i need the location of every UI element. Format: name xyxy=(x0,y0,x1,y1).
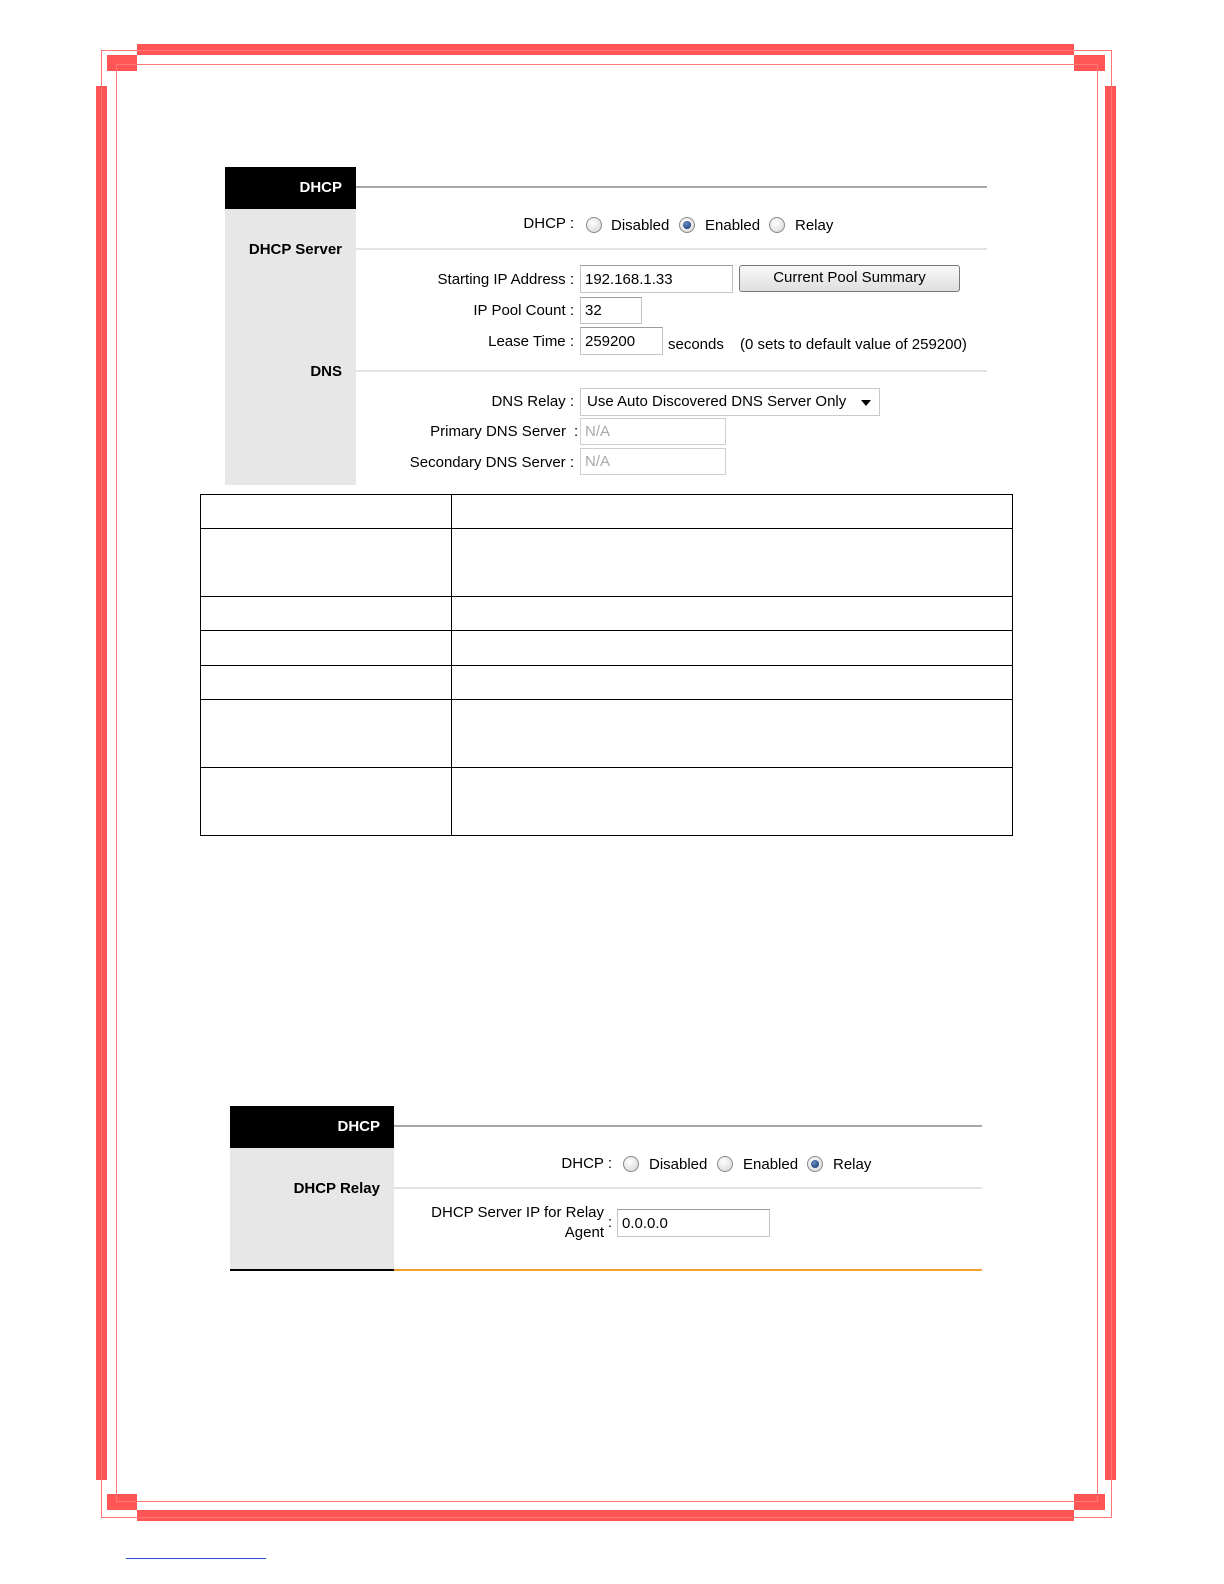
dns-relay-value: Use Auto Discovered DNS Server Only xyxy=(587,393,847,410)
radio-relay[interactable] xyxy=(769,217,785,233)
table-cell xyxy=(201,597,452,631)
radio-enabled-2[interactable] xyxy=(717,1156,733,1172)
chevron-down-icon xyxy=(861,400,871,406)
table-row xyxy=(201,529,1013,597)
description-table xyxy=(200,494,1013,836)
lease-note: (0 sets to default value of 259200) xyxy=(740,336,967,353)
table-cell xyxy=(201,666,452,700)
panel1-header-rule xyxy=(356,186,987,188)
radio-relay-label-2: Relay xyxy=(833,1156,872,1173)
pool-count-label: IP Pool Count : xyxy=(473,302,574,319)
table-cell xyxy=(452,495,1013,529)
lease-time-label: Lease Time : xyxy=(488,333,574,350)
table-cell xyxy=(201,700,452,768)
starting-ip-label: Starting IP Address : xyxy=(437,271,574,288)
primary-dns-colon: : xyxy=(574,423,579,440)
table-cell xyxy=(201,768,452,836)
dns-relay-select[interactable] xyxy=(580,388,880,416)
radio-disabled[interactable] xyxy=(586,217,602,233)
relay-ip-label-line1: DHCP Server IP for Relay xyxy=(431,1204,604,1221)
table-cell xyxy=(452,631,1013,666)
table-cell xyxy=(452,768,1013,836)
table-cell xyxy=(201,631,452,666)
table-cell xyxy=(201,529,452,597)
table-row xyxy=(201,495,1013,529)
panel2-header: DHCP xyxy=(230,1106,394,1148)
dhcp-server-divider xyxy=(356,248,987,250)
panel1-sidebar xyxy=(225,167,356,485)
radio-disabled-label-2: Disabled xyxy=(649,1156,708,1173)
table-cell xyxy=(452,529,1013,597)
panel2-bottom-rule-orange xyxy=(394,1269,982,1271)
table-row xyxy=(201,666,1013,700)
dhcp-mode-label: DHCP : xyxy=(523,215,574,232)
current-pool-summary-button[interactable]: Current Pool Summary xyxy=(739,265,960,292)
dhcp-mode-label-2: DHCP : xyxy=(561,1155,612,1172)
dns-relay-label: DNS Relay : xyxy=(491,393,574,410)
radio-enabled-label: Enabled xyxy=(705,217,761,234)
footer-link-underline xyxy=(126,1558,266,1559)
lease-time-input[interactable] xyxy=(580,327,663,355)
secondary-dns-label: Secondary DNS Server : xyxy=(409,454,574,471)
table-cell xyxy=(452,597,1013,631)
table-row xyxy=(201,597,1013,631)
radio-enabled-label-2: Enabled xyxy=(743,1156,799,1173)
table-row xyxy=(201,631,1013,666)
table-row xyxy=(201,768,1013,836)
panel2-bottom-rule-black xyxy=(230,1269,394,1271)
section-dns: DNS xyxy=(310,363,342,380)
pool-count-input[interactable] xyxy=(580,297,642,324)
relay-ip-colon: : xyxy=(608,1214,613,1231)
radio-relay-label: Relay xyxy=(795,217,834,234)
panel2-header-rule xyxy=(394,1125,982,1127)
radio-relay-2[interactable] xyxy=(807,1156,823,1172)
relay-ip-input[interactable] xyxy=(617,1209,770,1237)
primary-dns-input[interactable] xyxy=(580,418,726,445)
starting-ip-input[interactable] xyxy=(580,265,733,293)
panel1-header: DHCP xyxy=(225,167,356,209)
section-dhcp-server: DHCP Server xyxy=(248,241,342,258)
secondary-dns-input[interactable] xyxy=(580,448,726,475)
radio-disabled-2[interactable] xyxy=(623,1156,639,1172)
table-cell xyxy=(201,495,452,529)
relay-divider xyxy=(394,1187,982,1189)
table-row xyxy=(201,700,1013,768)
radio-disabled-label: Disabled xyxy=(611,217,670,234)
relay-ip-label-line2: Agent xyxy=(564,1224,604,1241)
table-cell xyxy=(452,666,1013,700)
radio-enabled[interactable] xyxy=(679,217,695,233)
dns-divider xyxy=(356,370,987,372)
primary-dns-label: Primary DNS Server xyxy=(430,423,566,440)
section-dhcp-relay: DHCP Relay xyxy=(293,1180,380,1197)
lease-unit: seconds xyxy=(668,336,724,353)
table-cell xyxy=(452,700,1013,768)
